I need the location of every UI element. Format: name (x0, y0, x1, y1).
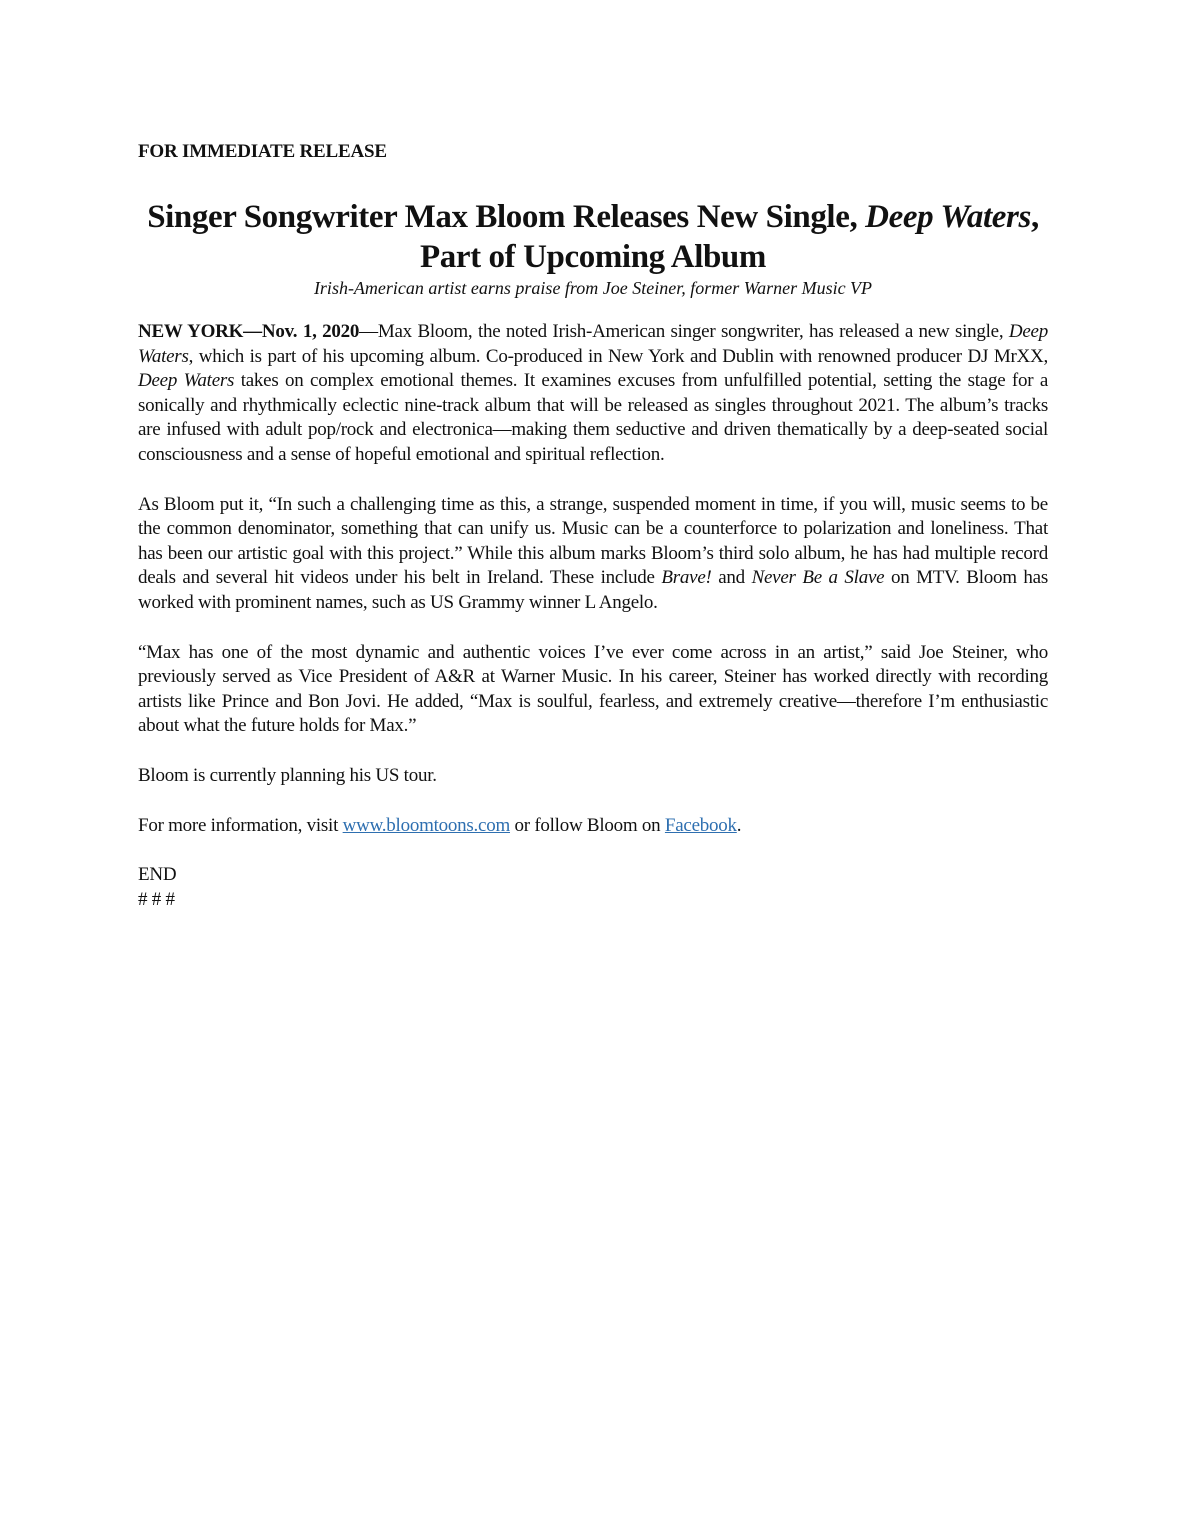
headline-single-title: Deep Waters (865, 199, 1031, 235)
single-title: Deep Waters (138, 321, 1048, 367)
headline-text-2: , Part of Upcoming Album (420, 199, 1039, 275)
paragraph-text: or follow Bloom on (510, 814, 665, 836)
paragraph-text: —Max Bloom, the noted Irish-American singer songwriter, has released a new single, (359, 321, 1009, 342)
subheadline: Irish-American artist earns praise from Joe Steiner, former Warner Music VP (313, 278, 873, 298)
paragraph-quote-bloom (138, 493, 1048, 616)
paragraph-text: For more information, visit (138, 814, 343, 836)
paragraph-text: on MTV. Bloom has worked with prominent names, such as US Grammy winner L Angelo. (138, 567, 1048, 613)
single-title: Deep Waters (138, 370, 235, 392)
end-block (138, 863, 1048, 912)
video-title: Never Be a Slave (751, 567, 885, 589)
paragraph-text: takes on complex emotional themes. It examines excuses from unfulfilled potential, setting the stage for a sonically and rhythmically eclectic nine-track album that will be released as singles throughout 2021. The album’s tracks are infused with adult pop/rock and electronica—making them seductive and driven thematically by a deep-seated social consciousness and a sense of hopeful emotional and spiritual reflection. (138, 370, 1048, 465)
paragraph-text: and (711, 567, 752, 589)
paragraph-more-info (138, 814, 1048, 839)
headline-text-1: Singer Songwriter Max Bloom Releases New Single, (147, 199, 866, 235)
video-title: Brave! (661, 567, 712, 589)
headline (138, 197, 1048, 277)
paragraph-intro (138, 320, 1048, 468)
press-release-page (138, 140, 1048, 912)
paragraph-tour: Bloom is currently planning his US tour. (138, 764, 437, 786)
website-link[interactable]: www.bloomtoons.com (342, 814, 510, 836)
facebook-link[interactable]: Facebook (664, 814, 737, 836)
paragraph-quote-steiner: “Max has one of the most dynamic and authentic voices I’ve ever come across in an artist,” said Joe Steiner, who previously served as Vice President of A&R at Warner Music. In his career, Steiner has worked directly with recording artists like Prince and Bon Jovi. He added, “Max is soulful, fearless, and extremely creative—therefore I’m enthusiastic about what the future holds for Max.” (138, 641, 1048, 737)
paragraph-text: As Bloom put it, “In such a challenging time as this, a strange, suspended moment in time, if you will, music seems to be the common denominator, something that can unify us. Music can be a counterforce to polarization and loneliness. That has been our artistic goal with this project.” While this album marks Bloom’s third solo album, he has had multiple record deals and several hit videos under his belt in Ireland. These include (138, 493, 1048, 589)
release-label: FOR IMMEDIATE RELEASE (138, 141, 387, 162)
dateline: NEW YORK—Nov. 1, 2020 (138, 321, 360, 342)
end-marks: # # # (138, 888, 175, 910)
paragraph-text: , which is part of his upcoming album. Co-produced in New York and Dublin with renowned producer DJ MrXX, (188, 345, 1048, 367)
paragraph-text: . (736, 814, 742, 836)
end-label: END (138, 864, 177, 886)
